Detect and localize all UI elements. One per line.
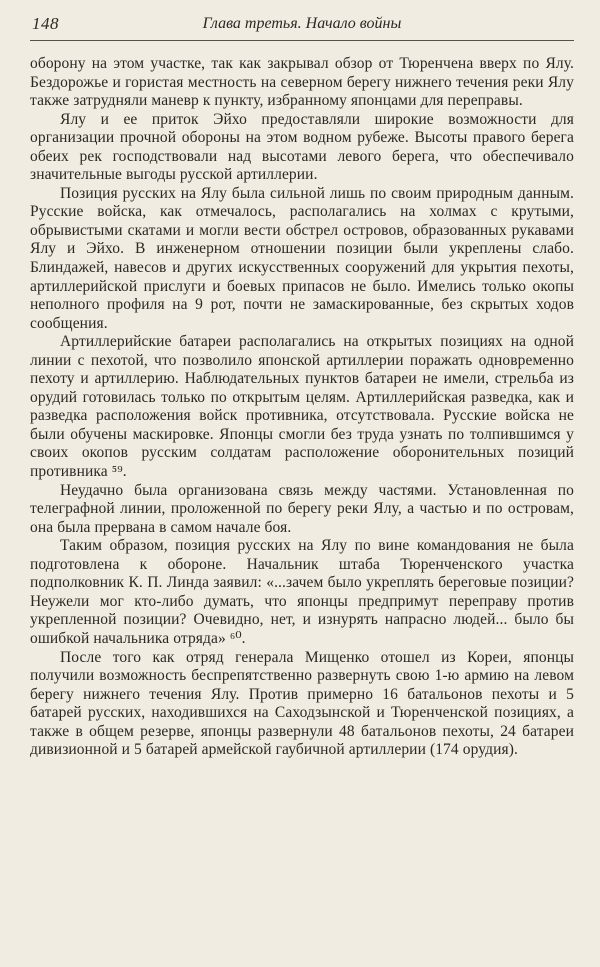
paragraph: После того как отряд генерала Мищенко отошел из Кореи, японцы получили возможность беспрепятственно развернуть свою 1-ю армию на левом берегу нижнего течения Ялу. Против примерно 16 батальонов пехоты и 5 батарей русских, находившихся на Саходзынской и Тюренченской позициях, а также в общем резерве, японцы развернули 48 батальонов пехоты, 24 батареи дивизионной и 5 батарей армейской гаубичной артиллерии (174 орудия). (30, 648, 574, 759)
paragraph: Ялу и ее приток Эйхо предоставляли широкие возможности для организации прочной обороны на этом водном рубеже. Высоты правого берега обеих рек господствовали над высотами левого берега, что обеспечивало значительные выгоды русской артиллерии. (30, 110, 574, 184)
paragraph: Неудачно была организована связь между частями. Установленная по телеграфной линии, проложенной по берегу реки Ялу, а частью и по островам, она была прервана в самом начале боя. (30, 481, 574, 536)
paragraph: Таким образом, позиция русских на Ялу по вине командования не была подготовлена к обороне. Начальник штаба Тюренченского участка подполковник К. П. Линда заявил: «...зачем было укреплять береговые позиции? Неужели мог кто-либо думать, что японцы предпримут переправу против укрепленной позиции? Очевидно, нет, и изнурять напрасно людей... было бы ошибкой начальника отряда» ⁶⁰. (30, 537, 574, 647)
paragraph: Позиция русских на Ялу была сильной лишь по своим природным данным. Русские войска, как отмечалось, располагались на холмах с крутыми, обрывистыми скатами и могли вести обстрел островов, образованных рукавами Ялу и Эйхо. В инженерном отношении позиции были укреплены слабо. Блиндажей, навесов и других искусственных сооружений для укрытия пехоты, артиллерийской прислуги и боевых припасов не было. Имелись только окопы неполного профиля на 9 рот, почти не замаскированные, без скрытых ходов сообщения. (30, 184, 574, 332)
paragraph: Артиллерийские батареи располагались на открытых позициях на одной линии с пехотой, что позволило японской артиллерии поражать одновременно пехоту и артиллерию. Наблюдательных пунктов батареи не имели, стрельба из орудий готовилась только по открытым целям. Артиллерийская разведка, как и разведка расположения войск противника, отсутствовала. Русские войска не были обучены маскировке. Японцы смогли без труда узнать по толпившимся у своих окопов русским солдатам расположение оборонительных позиций противника ⁵⁹. (30, 333, 574, 481)
page-number: 148 (32, 14, 59, 33)
running-header (30, 14, 574, 38)
header-rule (30, 40, 574, 41)
page-body (30, 55, 574, 760)
paragraph: оборону на этом участке, так как закрывал обзор от Тюренчена вверх по Ялу. Бездорожье и гористая местность на северном берегу нижнего течения реки Ялу также затрудняли маневр к пункту, избранному японцами для переправы. (30, 55, 574, 110)
chapter-running-head: Глава третья. Начало войны (202, 15, 402, 32)
